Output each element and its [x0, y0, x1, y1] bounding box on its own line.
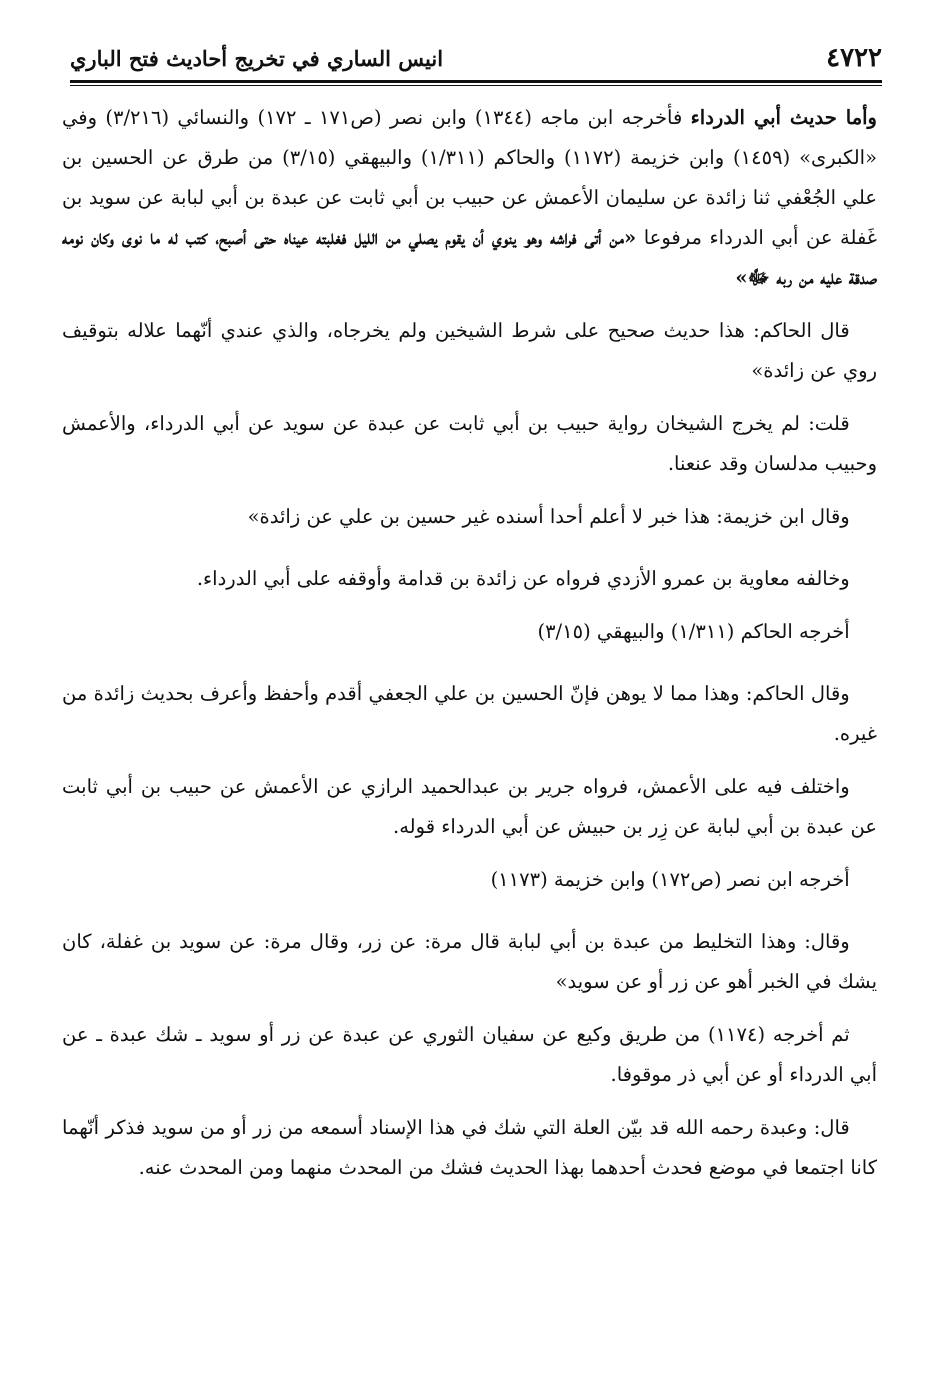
paragraph-takhlit: وقال: وهذا التخليط من عبدة بن أبي لبابة قال مرة: عن زر، وقال مرة: عن سويد بن غفلة، كان يشك في الخبر أهو عن زر أو عن سويد»: [62, 930, 877, 993]
page-body: [62, 98, 877, 1201]
hadith-quote: «من أتى فراشه وهو ينوي أن يقوم يصلي من الليل فغلبته عيناه حتى أصبح، كتب له ما نوى وكان نومه صدقة عليه من ربه ﷻ»: [62, 226, 877, 289]
paragraph-hakim: قال الحاكم: هذا حديث صحيح على شرط الشيخين ولم يخرجاه، والذي عندي أنّهما علاله بتوقيف روي عن زائدة»: [62, 319, 877, 382]
paragraph-citation-hakim: أخرجه الحاكم (١/٣١١) والبيهقي (٣/١٥): [537, 620, 850, 643]
header-rule: [70, 80, 882, 83]
page-number: ٤٧٢٢: [826, 43, 882, 73]
paragraph-ibn-khuzayma: وقال ابن خزيمة: هذا خبر لا أعلم أحدا أسنده غير حسين بن علي عن زائدة»: [247, 505, 850, 528]
paragraph-waki: ثم أخرجه (١١٧٤) من طريق وكيع عن سفيان الثوري عن عبدة عن زر أو سويد ـ شك عبدة ـ عن أبي الدرداء أو عن أبي ذر موقوفا.: [62, 1023, 877, 1086]
paragraph-citation-ibn-nasr: أخرجه ابن نصر (ص١٧٢) وابن خزيمة (١١٧٣): [490, 868, 850, 891]
paragraph-ikhtilaf: واختلف فيه على الأعمش، فرواه جرير بن عبدالحميد الرازي عن الأعمش عن حبيب بن أبي ثابت عن عبدة بن أبي لبابة عن زِر بن حبيش عن أبي الدرداء قوله.: [62, 775, 877, 838]
paragraph-abu-darda: [62, 98, 877, 298]
running-title: انيس الساري في تخريج أحاديث فتح الباري: [70, 45, 444, 71]
paragraph-hakim-2: وقال الحاكم: وهذا مما لا يوهن فإنّ الحسين بن علي الجعفي أقدم وأحفظ وأعرف بحديث زائدة من غيره.: [62, 682, 877, 745]
paragraph-muawiya: وخالفه معاوية بن عمرو الأزدي فرواه عن زائدة بن قدامة وأوقفه على أبي الدرداء.: [196, 567, 850, 590]
paragraph-qultu: قلت: لم يخرج الشيخان رواية حبيب بن أبي ثابت عن عبدة عن سويد عن أبي الدرداء، والأعمش وحبيب مدلسان وقد عنعنا.: [62, 412, 877, 475]
paragraph-illa: قال: وعبدة رحمه الله قد بيّن العلة التي شك في هذا الإسناد أسمعه من زر أو من سويد فذكر أنّهما كانا اجتمعا في موضع فحدث أحدهما بهذا الحديث فشك من المحدث منهما ومن المحدث عنه.: [62, 1116, 877, 1179]
header-rule-thin: [70, 85, 882, 86]
paragraph-text: فأخرجه ابن ماجه (١٣٤٤) وابن نصر (ص١٧١ ـ ١٧٢) والنسائي (٣/٢١٦) وفي «الكبرى» (١٤٥٩) وابن خزيمة (١١٧٢) والحاكم (١/٣١١) والبيهقي (٣/١٥) من طرق عن الحسين بن علي الجُعْفي ثنا زائدة عن سليمان الأعمش عن حبيب بن أبي ثابت عن عبدة بن أبي لبابة عن سويد بن غَفلة عن أبي الدرداء مرفوعا: [62, 106, 878, 249]
paragraph-lead: وأما حديث أبي الدرداء: [690, 106, 877, 129]
page-header: [70, 36, 882, 80]
